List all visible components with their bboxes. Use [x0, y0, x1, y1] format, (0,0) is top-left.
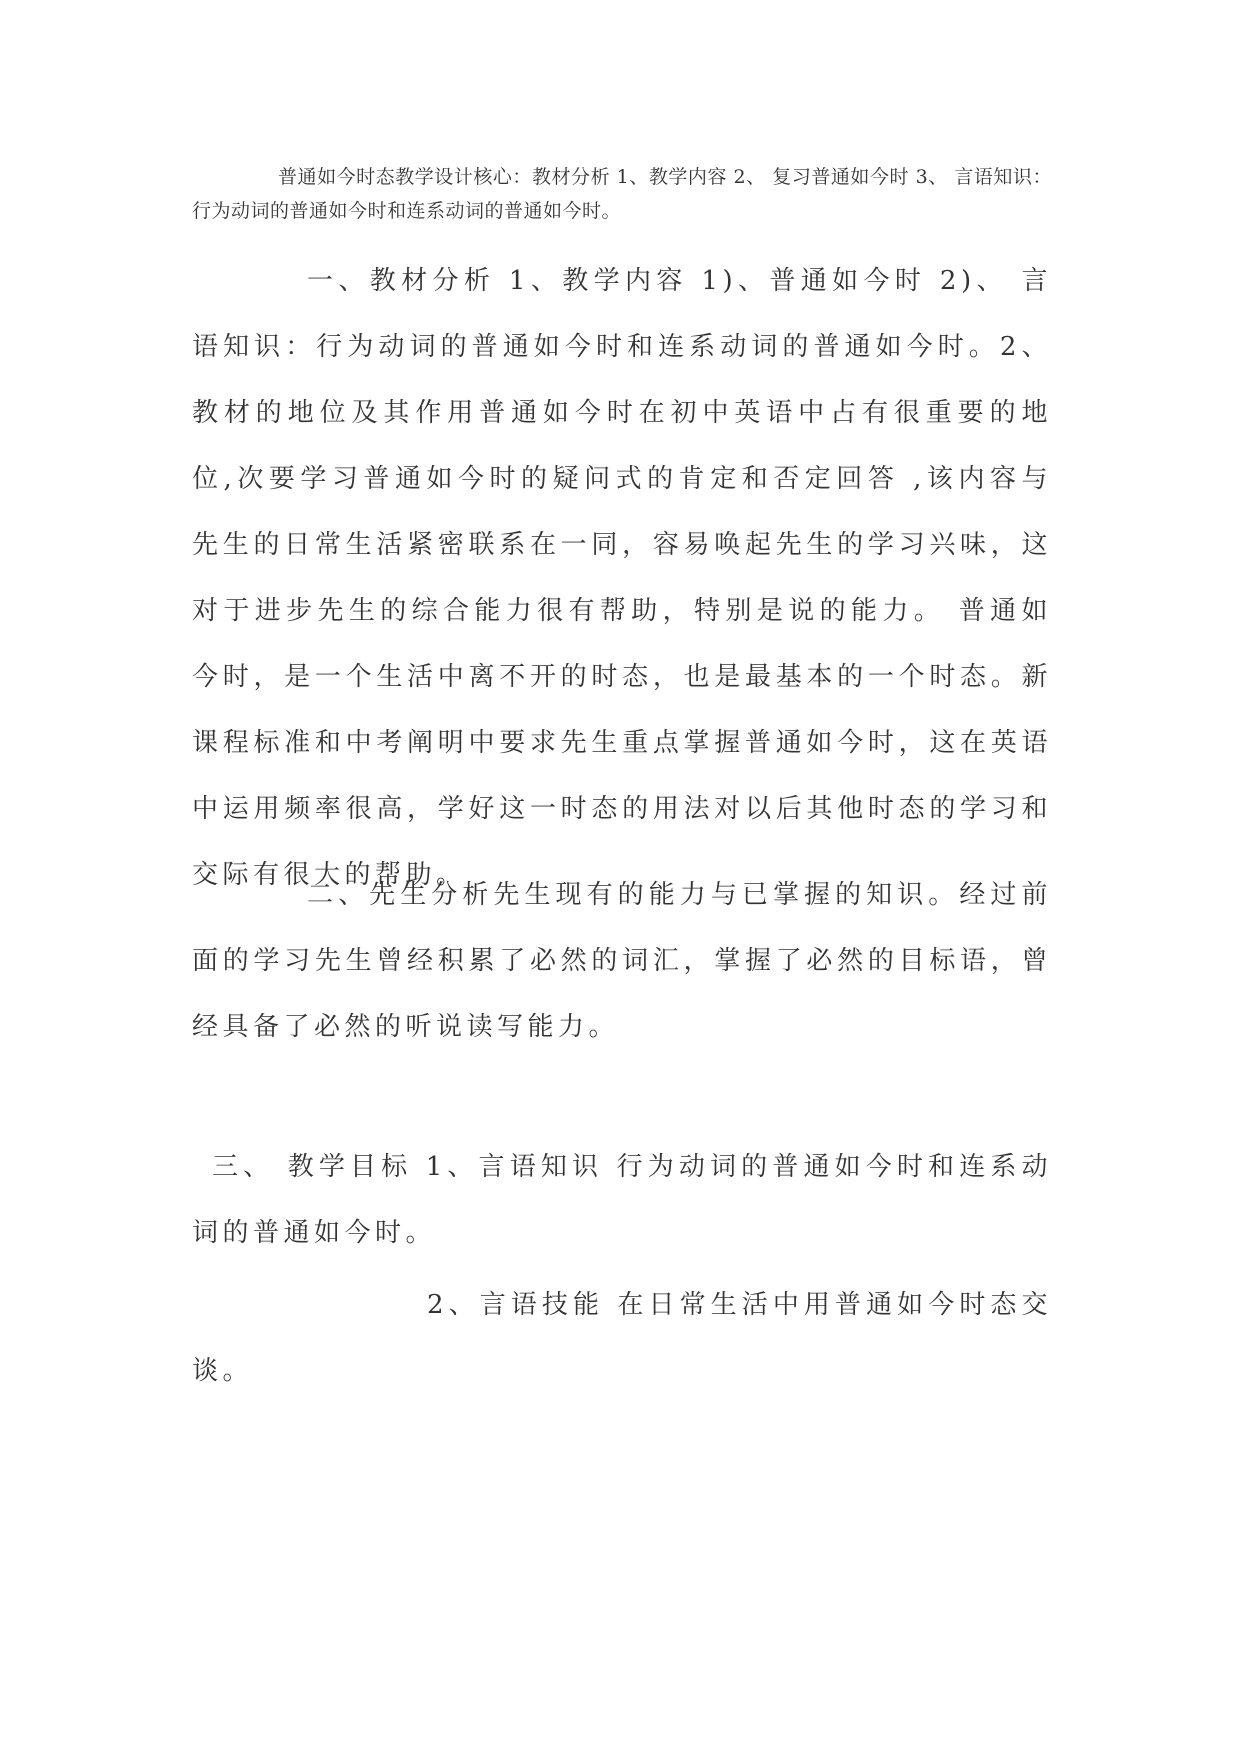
section-language-skills: 2、言语技能 在日常生活中用普通如今时态交谈。 — [192, 1290, 1052, 1386]
section-teaching-goals: 三、 教学目标 1、言语知识 行为动词的普通如今时和连系动词的普通如今时。 — [192, 1152, 1052, 1248]
document-summary: 普通如今时态教学设计核心：教材分析 1、教学内容 2、 复习普通如今时 3、 言语知识：行为动词的普通如今时和连系动词的普通如今时。 — [192, 166, 1052, 222]
section-student-analysis: 二、先生分析先生现有的能力与已掌握的知识。经过前面的学习先生曾经积累了必然的词汇，掌握了必然的目标语，曾经具备了必然的听说读写能力。 — [192, 880, 1052, 1042]
section-textbook-analysis: 一、教材分析 1、教学内容 1)、普通如今时 2)、 言语知识：行为动词的普通如今时和连系动词的普通如今时。2、教材的地位及其作用普通如今时在初中英语中占有很重要的地位,次要学习普通如今时的疑问式的肯定和否定回答 ,该内容与先生的日常生活紧密联系在一同，容易唤起先生的学习兴味，这对于进步先生的综合能力很有帮助，特别是说的能力。 普通如今时，是一个生活中离不开的时态，也是最基本的一个时态。新课程标准和中考阐明中要求先生重点掌握普通如今时，这在英语中运用频率很高，学好这一时态的用法对以后其他时态的学习和交际有很大的帮助。 — [192, 266, 1052, 890]
